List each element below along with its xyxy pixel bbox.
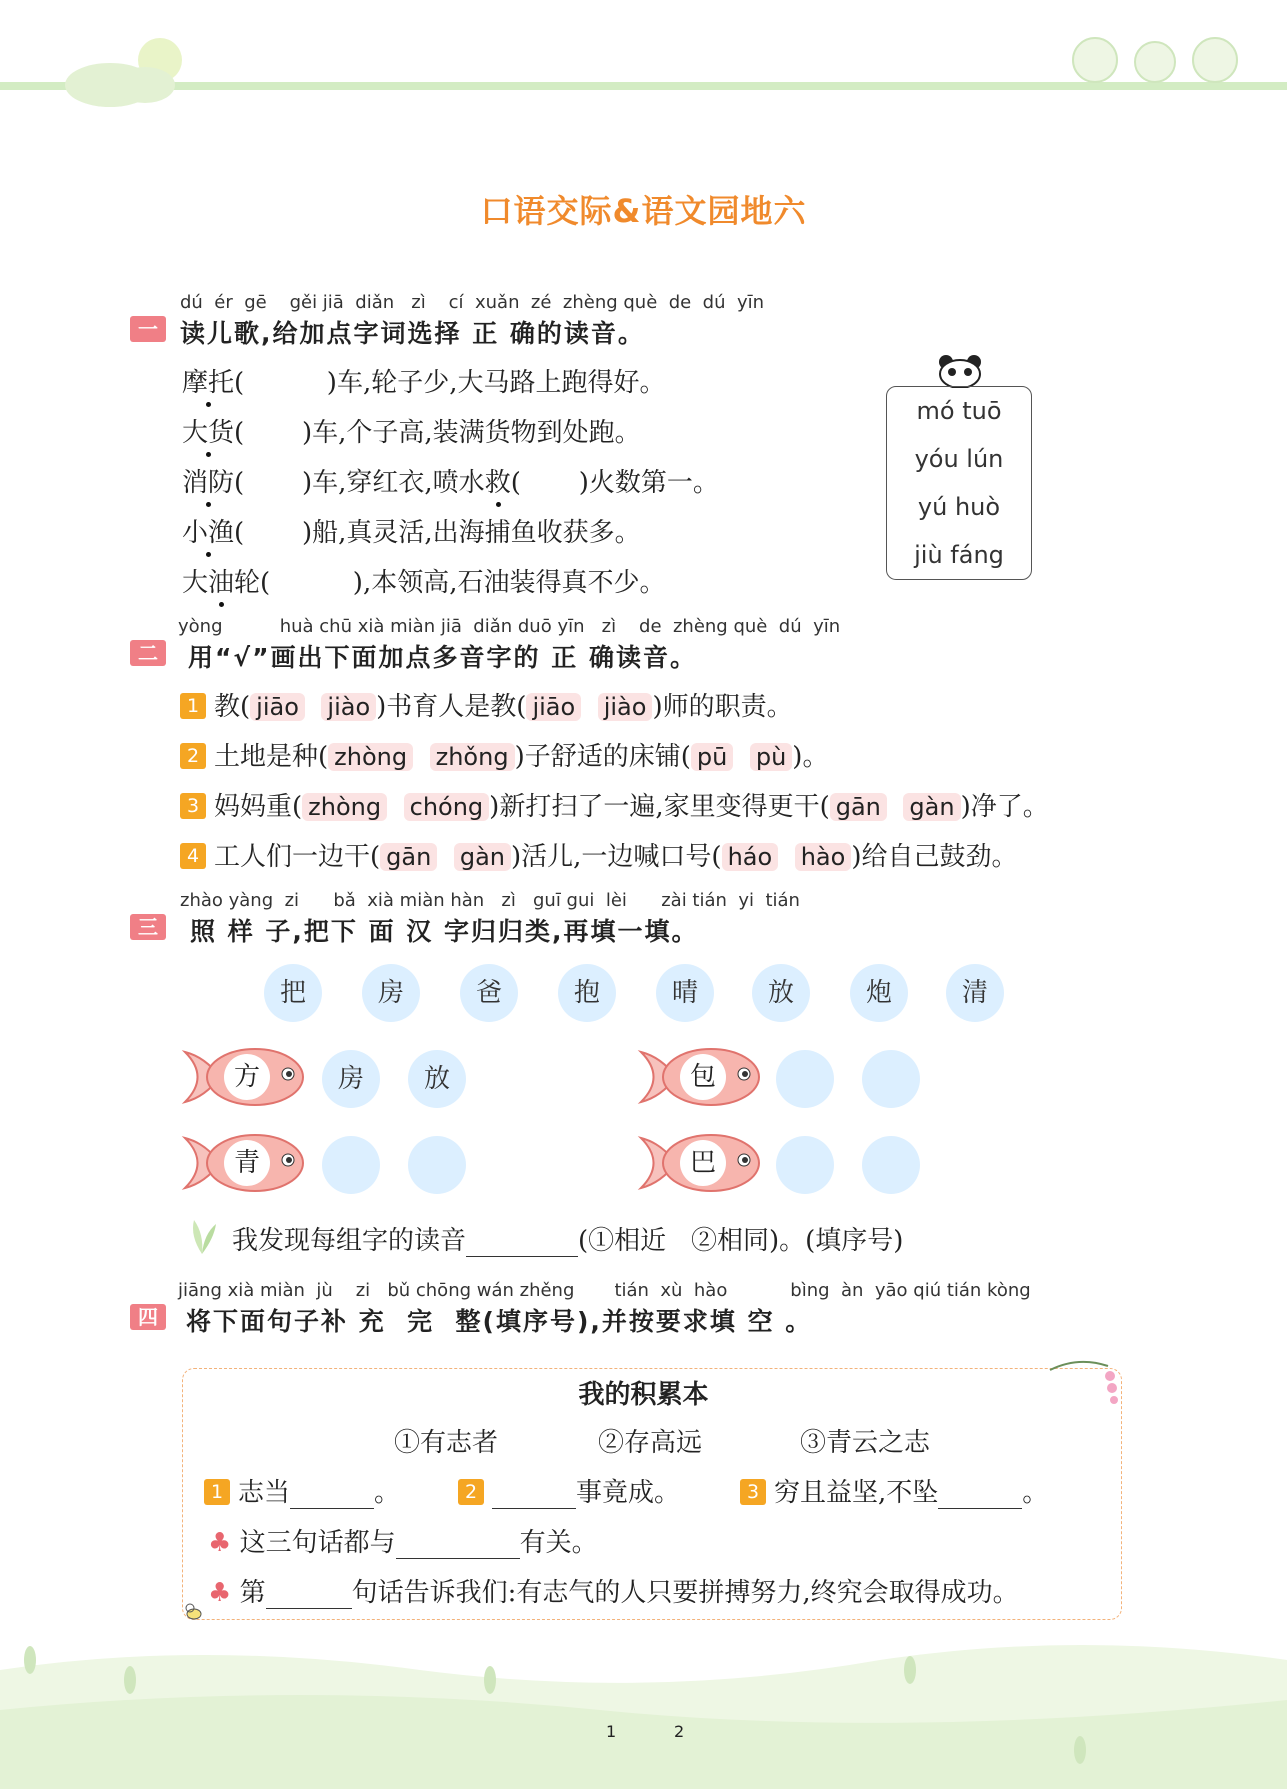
answer-bubble[interactable] bbox=[862, 1136, 920, 1194]
fish-char: 巴 bbox=[680, 1140, 726, 1186]
discover-line: 我发现每组字的读音 (①相近 ②相同)。(填序号) bbox=[232, 1226, 904, 1256]
option-2: ②存高远 bbox=[598, 1428, 703, 1458]
pinyin-choice-box: mó tuō yóu lún yú huò jiù fáng bbox=[886, 386, 1032, 580]
box-title: 我的积累本 bbox=[578, 1380, 709, 1410]
s1-pinyin: dú ér gē gěi jiā diǎn zì cí xuǎn zé zhèng què de dú yīn bbox=[180, 292, 765, 313]
char-bubble: 把 bbox=[264, 964, 322, 1022]
char-bubble: 清 bbox=[946, 964, 1004, 1022]
s1-line-1: 摩托( )车,轮子少,大马路上跑得好。 bbox=[182, 362, 665, 399]
s2-pinyin: yòng huà chū xià miàn jiā diǎn duō yīn zì de zhèng què dú yīn bbox=[178, 616, 841, 637]
char-bubble: 炮 bbox=[850, 964, 908, 1022]
option-1: ①有志者 bbox=[394, 1428, 499, 1458]
answer-bubble[interactable] bbox=[776, 1136, 834, 1194]
s3-pinyin: zhào yàng zi bǎ xià miàn hàn zì guī gui lèi zài tián yi tián bbox=[180, 890, 800, 911]
char-bubble: 放 bbox=[752, 964, 810, 1022]
s4-badge: 四 bbox=[130, 1304, 166, 1330]
fill-line-2: ♣ 第 句话告诉我们:有志气的人只要拼搏努力,终究会取得成功。 bbox=[208, 1578, 1019, 1608]
plant-icon bbox=[180, 1216, 224, 1256]
bee-icon bbox=[182, 1600, 206, 1624]
s2-heading: 用“√”画出下面加点多音字的 正 确读音。 bbox=[188, 643, 697, 672]
s1-heading: 读儿歌,给加点字词选择 正 确的读音。 bbox=[180, 319, 645, 348]
answer-bubble[interactable]: 放 bbox=[408, 1050, 466, 1108]
fish-char: 青 bbox=[224, 1140, 270, 1186]
hills-background bbox=[0, 1630, 1287, 1789]
answer-bubble[interactable] bbox=[322, 1136, 380, 1194]
animals-icon bbox=[1060, 20, 1260, 90]
fill-line-1: ♣ 这三句话都与 有关。 bbox=[208, 1528, 598, 1558]
fish-char: 方 bbox=[224, 1054, 270, 1100]
s3-badge: 三 bbox=[130, 914, 166, 940]
s4-pinyin: jiāng xià miàn jù zi bǔ chōng wán zhěng tián xù hào bìng àn yāo qiú tián kòng bbox=[178, 1280, 1031, 1301]
s3-heading: 照 样 子,把下 面 汉 字归归类,再填一填。 bbox=[190, 917, 699, 946]
s4-heading: 将下面句子补 充 完 整(填序号),并按要求填 空 。 bbox=[186, 1307, 813, 1336]
char-bubble: 抱 bbox=[558, 964, 616, 1022]
s2-item-1: 1 教( jiāo jiào )书育人是教( jiāo jiào )师的职责。 bbox=[180, 686, 793, 723]
s2-badge: 二 bbox=[130, 640, 166, 666]
q3: 3 穷且益坚,不坠 。 bbox=[740, 1472, 1048, 1509]
char-bubble: 晴 bbox=[656, 964, 714, 1022]
page-title: 口语交际&语文园地六 bbox=[480, 192, 807, 230]
s2-item-2: 2 土地是种( zhòng zhǒng )子舒适的床铺( pū pù )。 bbox=[180, 736, 828, 773]
s1-line-4: 小渔( )船,真灵活,出海捕鱼收获多。 bbox=[182, 512, 641, 549]
fish-char: 包 bbox=[680, 1054, 726, 1100]
s1-line-3: 消防( )车,穿红衣,喷水救( )火数第一。 bbox=[182, 462, 719, 499]
sun-cloud-icon bbox=[50, 30, 200, 110]
s1-line-2: 大货( )车,个子高,装满货物到处跑。 bbox=[182, 412, 641, 449]
s2-item-4: 4 工人们一边干( gān gàn )活儿,一边喊口号( háo hào )给自己鼓劲。 bbox=[180, 836, 1017, 873]
q1: 1 志当 。 bbox=[204, 1472, 400, 1509]
option-3: ③青云之志 bbox=[800, 1428, 931, 1458]
q2: 2 事竟成。 bbox=[458, 1472, 680, 1509]
answer-bubble[interactable]: 房 bbox=[322, 1050, 380, 1108]
answer-bubble[interactable] bbox=[776, 1050, 834, 1108]
s2-item-3: 3 妈妈重( zhòng chóng )新打扫了一遍,家里变得更干( gān gàn )净了。 bbox=[180, 786, 1049, 823]
char-bubble: 爸 bbox=[460, 964, 518, 1022]
page-number-1: 1 bbox=[606, 1722, 617, 1741]
s1-line-5: 大油轮( ),本领高,石油装得真不少。 bbox=[182, 562, 665, 599]
page-number-2: 2 bbox=[674, 1722, 685, 1741]
panda-icon bbox=[932, 352, 988, 388]
char-bubble: 房 bbox=[362, 964, 420, 1022]
s1-badge: 一 bbox=[130, 316, 166, 342]
answer-bubble[interactable] bbox=[862, 1050, 920, 1108]
answer-bubble[interactable] bbox=[408, 1136, 466, 1194]
